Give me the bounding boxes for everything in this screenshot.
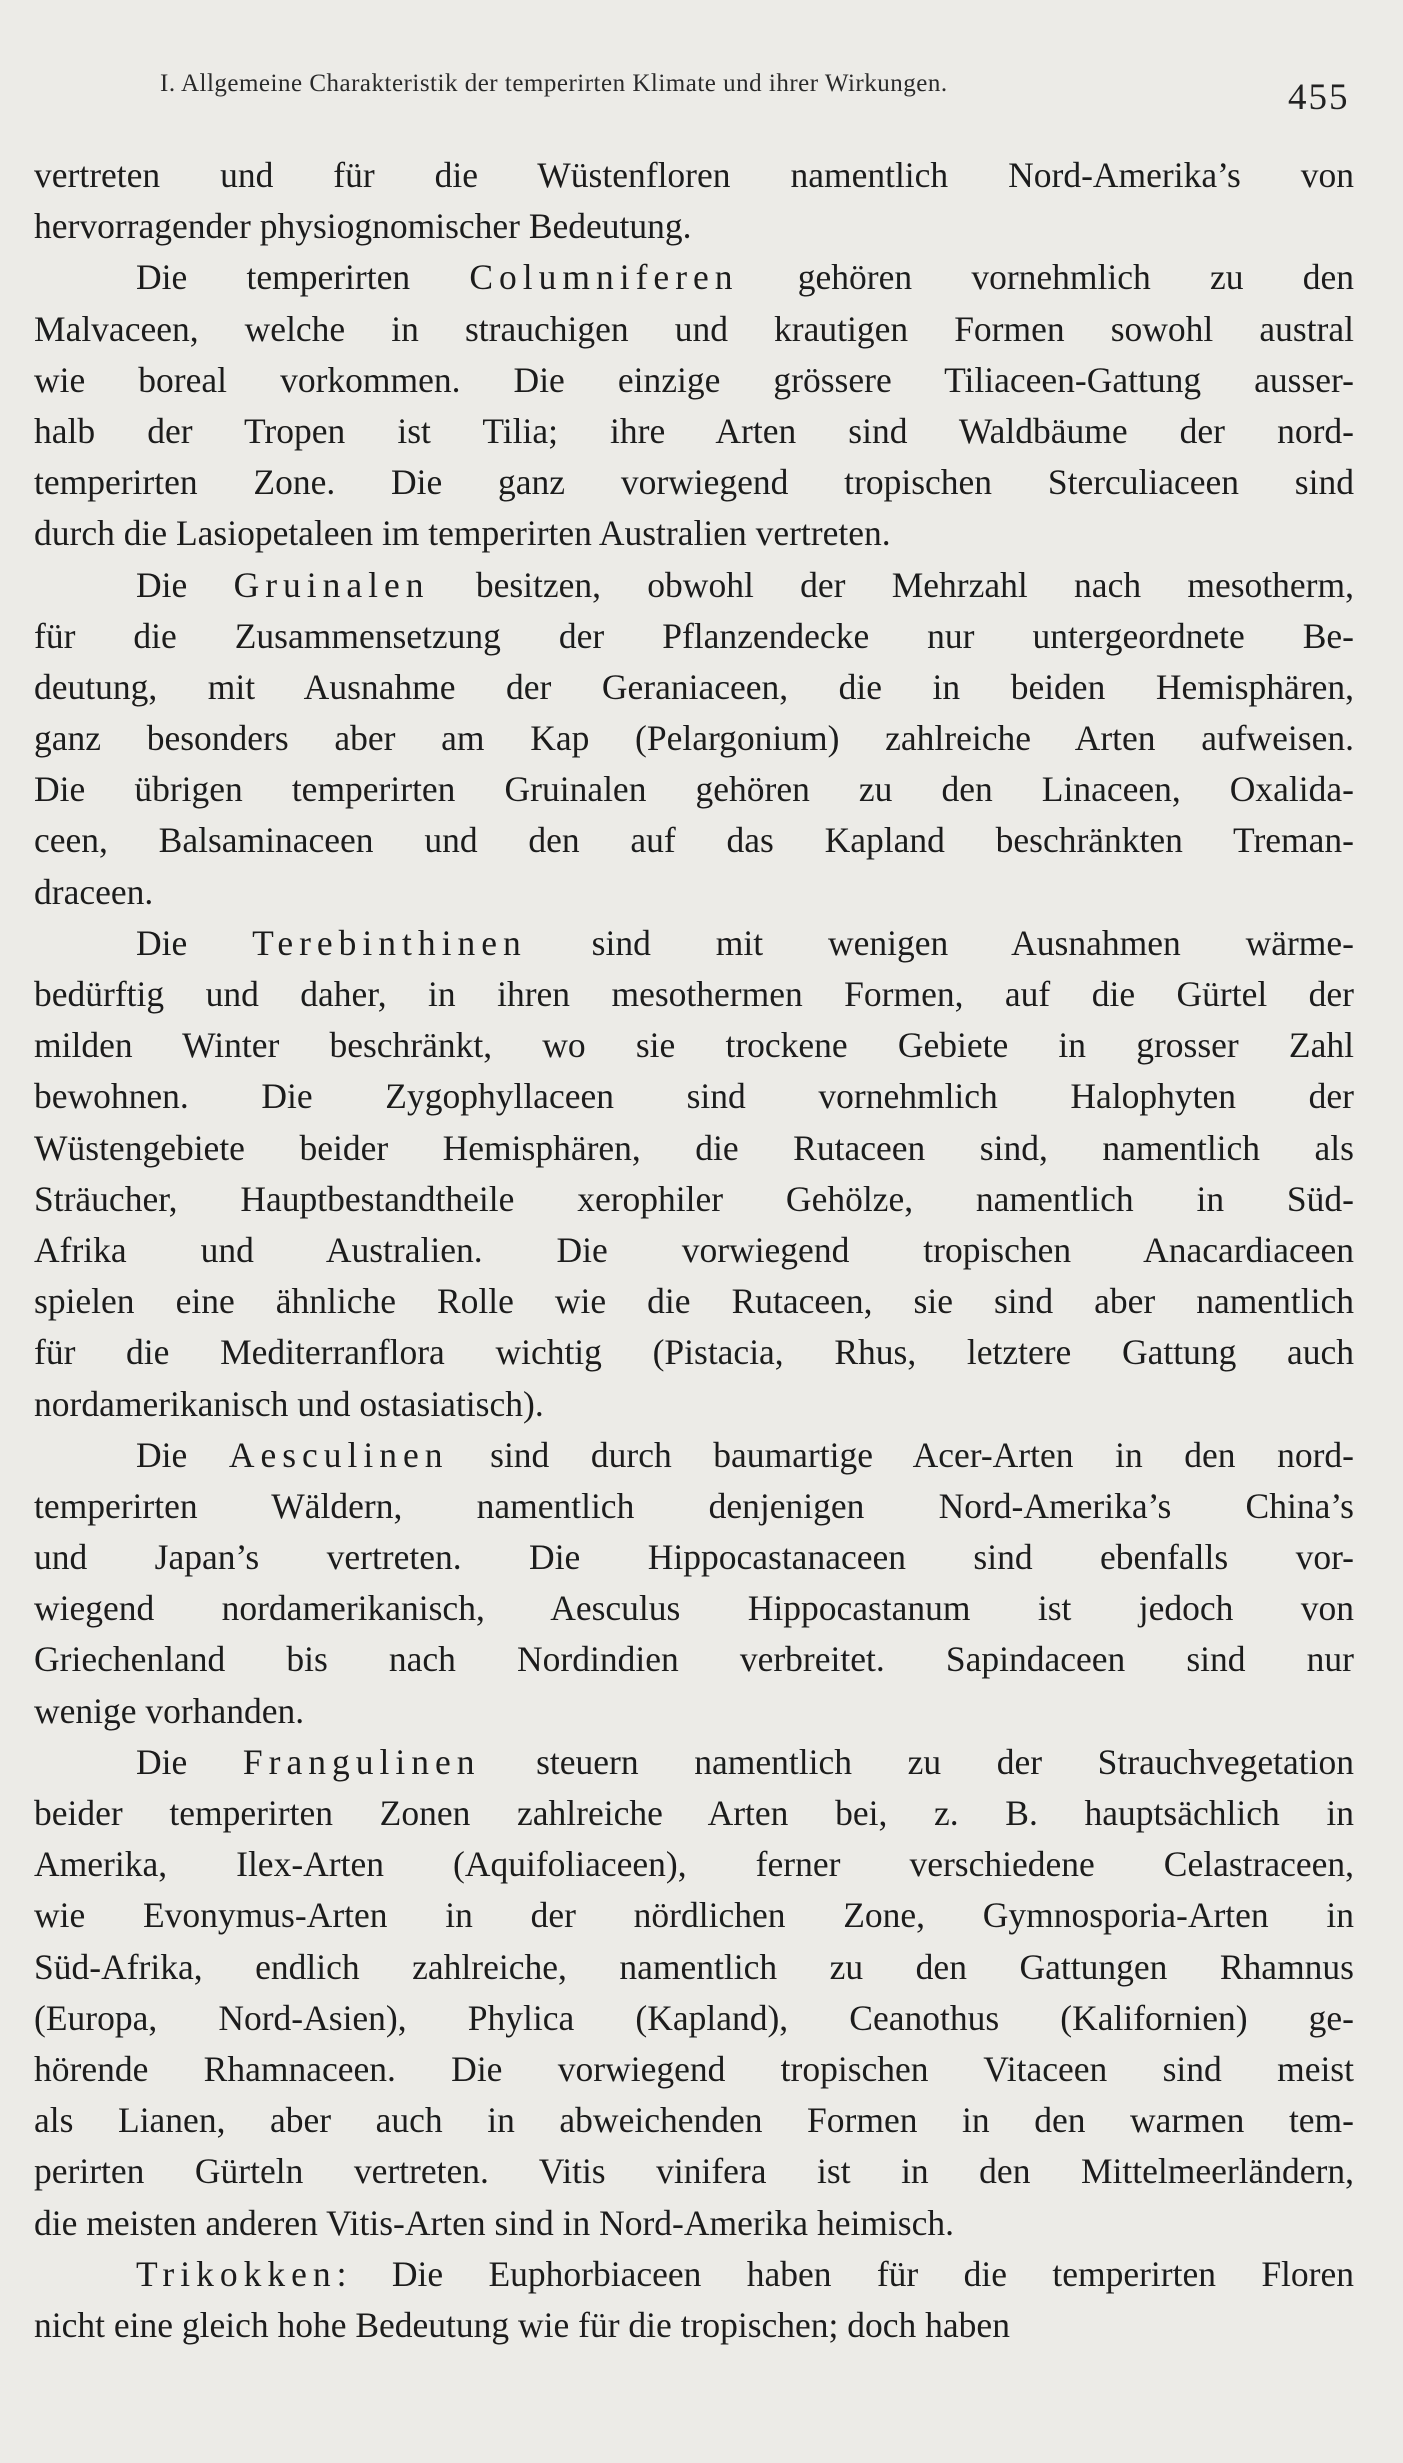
text-line: durch die Lasiopetaleen im temperirten Australien vertreten. [34, 513, 891, 554]
text-line: deutung, mit Ausnahme der Geraniaceen, die in beiden Hemisphären, [34, 666, 1354, 707]
text-line: Afrika und Australien. Die vorwiegend tropischen Anacardiaceen [34, 1229, 1354, 1270]
page-number: 455 [1288, 77, 1350, 118]
paragraph [34, 2249, 1354, 2351]
text-line: Sträucher, Hauptbestandtheile xerophiler Gehölze, namentlich in Süd- [34, 1178, 1354, 1219]
text-line [34, 1737, 1354, 1788]
body-text [34, 150, 1354, 2351]
text-line [34, 1430, 1354, 1481]
text-line [34, 252, 1354, 303]
spaced-term: Gruinalen [233, 564, 430, 605]
text-line: ganz besonders aber am Kap (Pelargonium) zahlreiche Arten aufweisen. [34, 718, 1354, 759]
text-line: Süd-Afrika, endlich zahlreiche, namentlich zu den Gattungen Rhamnus [34, 1946, 1354, 1987]
text-line [34, 560, 1354, 611]
text-line [34, 918, 1354, 969]
line-rest: sind mit wenigen Ausnahmen wärme- [526, 922, 1354, 963]
text-line: ceen, Balsaminaceen und den auf das Kapland beschränkten Treman- [34, 820, 1354, 861]
text-line: wiegend nordamerikanisch, Aesculus Hippocastanum ist jedoch von [34, 1588, 1354, 1629]
text-line: Die übrigen temperirten Gruinalen gehören zu den Linaceen, Oxalida- [34, 769, 1354, 810]
text-line: temperirten Wäldern, namentlich denjenigen Nord-Amerika’s China’s [34, 1485, 1354, 1526]
paragraph [34, 918, 1354, 1430]
line-lead: Die [136, 1741, 243, 1782]
running-title: I. Allgemeine Charakteristik der temperirten Klimate und ihrer Wirkungen. [160, 70, 948, 97]
line-rest: : Die Euphorbiaceen haben für die temperirten Floren [336, 2253, 1354, 2294]
text-line: nordamerikanisch und ostasiatisch). [34, 1383, 544, 1424]
text-line: beider temperirten Zonen zahlreiche Arten bei, z. B. hauptsächlich in [34, 1793, 1354, 1833]
line-rest: sind durch baumartige Acer-Arten in den nord- [448, 1434, 1354, 1475]
text-line: Wüstengebiete beider Hemisphären, die Rutaceen sind, namentlich als [34, 1127, 1354, 1168]
paragraph [34, 150, 1354, 252]
paragraph [34, 560, 1354, 918]
text-line: bewohnen. Die Zygophyllaceen sind vornehmlich Halophyten der [34, 1076, 1354, 1117]
line-rest: steuern namentlich zu der Strauchvegetation [480, 1741, 1354, 1782]
text-line: hörende Rhamnaceen. Die vorwiegend tropischen Vitaceen sind meist [34, 2048, 1354, 2089]
text-line: milden Winter beschränkt, wo sie trockene Gebiete in grosser Zahl [34, 1025, 1354, 1066]
text-line: draceen. [34, 871, 154, 912]
line-rest: besitzen, obwohl der Mehrzahl nach mesotherm, [429, 564, 1354, 605]
spaced-term: Terebinthinen [252, 922, 527, 963]
spaced-term: Aesculinen [228, 1434, 449, 1475]
line-lead: Die [136, 1434, 229, 1475]
spaced-term: Trikokken [136, 2253, 337, 2294]
text-line: bedürftig und daher, in ihren mesothermen Formen, auf die Gürtel der [34, 974, 1354, 1014]
paragraph [34, 252, 1354, 559]
text-line: für die Zusammensetzung der Pflanzendecke nur untergeordnete Be- [34, 615, 1354, 656]
line-rest: gehören vornehmlich zu den [738, 257, 1354, 298]
text-line: Amerika, Ilex-Arten (Aquifoliaceen), ferner verschiedene Celastraceen, [34, 1844, 1354, 1885]
text-line: Griechenland bis nach Nordindien verbreitet. Sapindaceen sind nur [34, 1639, 1354, 1680]
text-line: spielen eine ähnliche Rolle wie die Rutaceen, sie sind aber namentlich [34, 1281, 1354, 1322]
text-line: wie Evonymus-Arten in der nördlichen Zone, Gymnosporia-Arten in [34, 1895, 1354, 1936]
spaced-term: Columniferen [469, 257, 739, 298]
spaced-term: Frangulinen [242, 1741, 481, 1782]
text-line: Malvaceen, welche in strauchigen und krautigen Formen sowohl austral [34, 308, 1354, 349]
text-line: vertreten und für die Wüstenfloren namentlich Nord-Amerika’s von [34, 155, 1354, 195]
line-lead: Die [136, 922, 253, 963]
text-line: nicht eine gleich hohe Bedeutung wie für die tropischen; doch haben [34, 2304, 1010, 2345]
text-line: (Europa, Nord-Asien), Phylica (Kapland), Ceanothus (Kalifornien) ge- [34, 1997, 1354, 2038]
text-line: temperirten Zone. Die ganz vorwiegend tropischen Sterculiaceen sind [34, 462, 1354, 503]
text-line: hervorragender physiognomischer Bedeutung. [34, 206, 692, 247]
text-line: perirten Gürteln vertreten. Vitis vinifera ist in den Mittelmeerländern, [34, 2151, 1354, 2192]
text-line: wenige vorhanden. [34, 1690, 305, 1731]
text-line: halb der Tropen ist Tilia; ihre Arten sind Waldbäume der nord- [34, 410, 1354, 451]
text-line: und Japan’s vertreten. Die Hippocastanaceen sind ebenfalls vor- [34, 1537, 1354, 1578]
line-lead: Die temperirten [136, 257, 470, 298]
text-line: für die Mediterranflora wichtig (Pistacia, Rhus, letztere Gattung auch [34, 1332, 1354, 1373]
text-line [34, 2249, 1354, 2300]
text-line: die meisten anderen Vitis-Arten sind in Nord-Amerika heimisch. [34, 2202, 954, 2243]
line-lead: Die [136, 564, 234, 605]
text-line: als Lianen, aber auch in abweichenden Formen in den warmen tem- [34, 2100, 1354, 2141]
text-line: wie boreal vorkommen. Die einzige grössere Tiliaceen-Gattung ausser- [34, 359, 1354, 400]
paragraph [34, 1737, 1354, 2249]
paragraph [34, 1430, 1354, 1737]
